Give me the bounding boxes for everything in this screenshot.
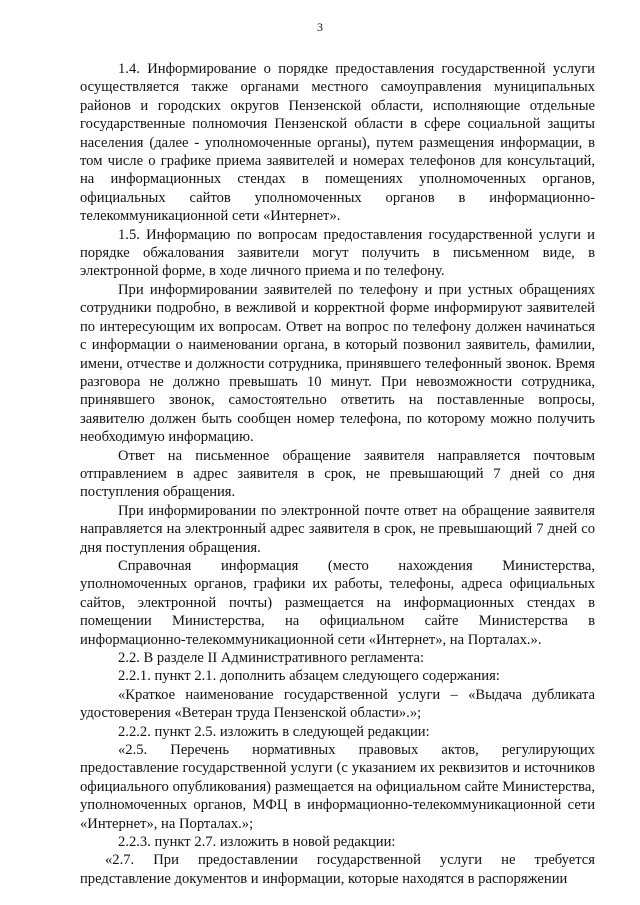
paragraph-1-5: 1.5. Информацию по вопросам предоставления государственной услуги и порядке обжалования заявители могут получить в письменном виде, в электронной форме, в ходе личного приема и по телефону. bbox=[80, 226, 595, 280]
page-number: 3 bbox=[317, 20, 323, 34]
paragraph-email-reply: При информировании по электронной почте ответ на обращение заявителя направляется на электронный адрес заявителя в срок, не превышающий 7 дней со дня поступления обращения. bbox=[80, 502, 595, 556]
paragraph-reference-info: Справочная информация (место нахождения Министерства, уполномоченных органов, графики их работы, телефоны, адреса официальных сайтов, электронной почты) размещается на информационных стендах в помещении Министерства, на официальном сайте Министерства в информационно-телекоммуникационной сети «Интернет», на Порталах.». bbox=[80, 557, 595, 648]
paragraph-phone-info: При информировании заявителей по телефону и при устных обращениях сотрудники подробно, в вежливой и корректной форме информируют заявителей по интересующим их вопросам. Ответ на вопрос по телефону должен начинаться с информации о наименовании органа, в который позвонил заявитель, фамилии, имени, отчестве и должности сотрудника, принявшего телефонный звонок. Время разговора не должно превышать 10 минут. При невозможности сотрудника, принявшего звонок, самостоятельно ответить на поставленные вопросы, заявителю должен быть сообщен номер телефона, по которому можно получить необходимую информацию. bbox=[80, 281, 595, 446]
paragraph-2-7: «2.7. При предоставлении государственной услуги не требуется представление документов и информации, которые находятся в распоряжении bbox=[80, 852, 595, 887]
paragraph-2-2-2: 2.2.2. пункт 2.5. изложить в следующей редакции: bbox=[118, 723, 430, 740]
paragraph-2-2-3: 2.2.3. пункт 2.7. изложить в новой редакции: bbox=[118, 834, 396, 851]
paragraph-2-5: «2.5. Перечень нормативных правовых актов, регулирующих предоставление государственной услуги (с указанием их реквизитов и источников официального опубликования) размещается на официальном сайте Министерства, уполномоченных органов, МФЦ в информационно-телекоммуникационной сети «Интернет», на Порталах.»; bbox=[80, 742, 595, 832]
paragraph-short-name: «Краткое наименование государственной услуги – «Выдача дубликата удостоверения «Ветеран труда Пензенской области».»; bbox=[80, 686, 595, 722]
paragraph-1-4: 1.4. Информирование о порядке предоставления государственной услуги осуществляется также органами местного самоуправления муниципальных районов и городских округов Пензенской области, исполняющие отдельные государственные полномочия Пензенской области в сфере социальной защиты населения (далее - уполномоченные органы), путем размещения информации, в том числе о графике приема заявителей и номерах телефонов для консультаций, на информационных стендах в помещениях уполномоченных органов, официальных сайтов уполномоченных органов в информационно-телекоммуникационной сети «Интернет». bbox=[80, 61, 595, 225]
paragraph-written-reply: Ответ на письменное обращение заявителя направляется почтовым отправлением в адрес заявителя в срок, не превышающий 7 дней со дня поступления обращения. bbox=[80, 447, 595, 501]
paragraph-2-2-1: 2.2.1. пункт 2.1. дополнить абзацем следующего содержания: bbox=[118, 668, 500, 685]
document-body bbox=[80, 60, 595, 888]
paragraph-2-2: 2.2. В разделе II Административного регламента: bbox=[118, 650, 425, 666]
